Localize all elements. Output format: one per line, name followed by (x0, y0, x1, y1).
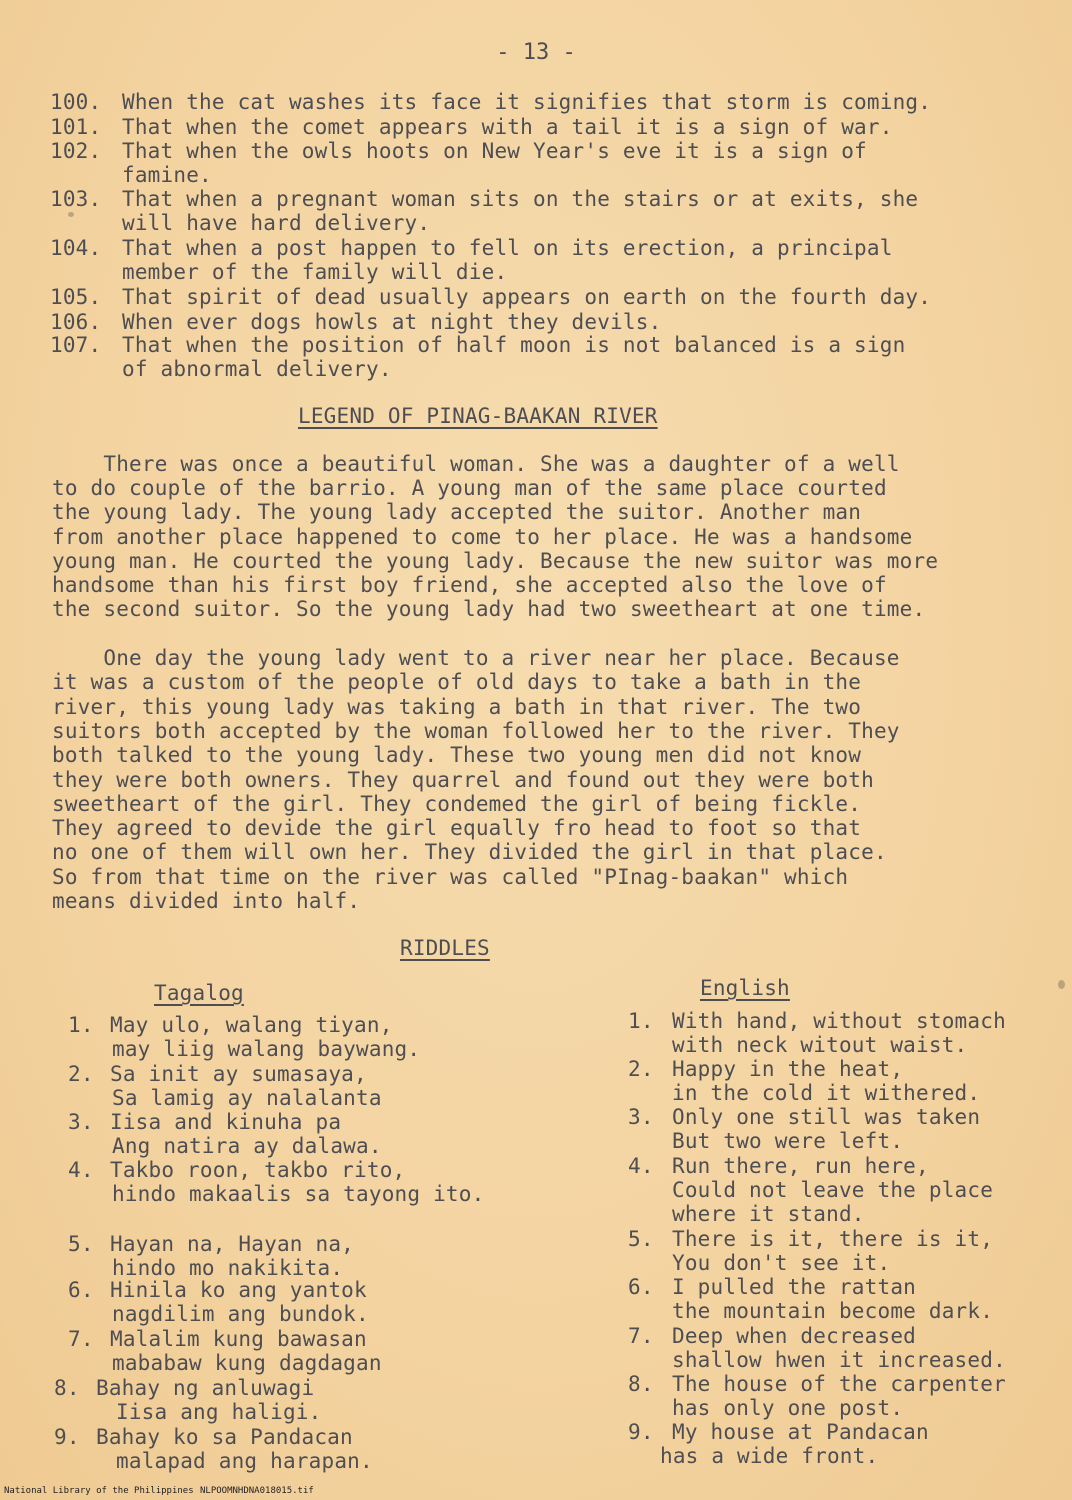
paragraph-line: the young lady. The young lady accepted the suitor. Another man (52, 500, 862, 525)
paragraph-line: they were both owners. They quarrel and found out they were both (52, 767, 874, 792)
paragraph-line: the second suitor. So the young lady had two sweetheart at one time. (52, 597, 926, 622)
footer-library: National Library of the Philippines (4, 1486, 194, 1496)
riddle-line: shallow hwen it increased. (672, 1348, 1006, 1372)
riddle-line: with neck witout waist. (672, 1033, 968, 1057)
item-text: That when the owls hoots on New Year's eve it is a sign of (122, 139, 867, 163)
riddle-line: where it stand. (672, 1202, 865, 1226)
riddle-line: in the cold it withered. (672, 1081, 981, 1105)
riddle-line: Ang natira ay dalawa. (112, 1134, 382, 1158)
riddle-number: 4. (68, 1158, 94, 1182)
riddle-number: 9. (628, 1420, 654, 1444)
riddle-line: has a wide front. (660, 1444, 879, 1468)
riddle-number: 3. (68, 1110, 94, 1134)
riddle-line: Deep when decreased (672, 1324, 917, 1348)
riddle-line: Iisa ang haligi. (116, 1400, 322, 1424)
item-text: That when the position of half moon is not balanced is a sign (122, 333, 906, 357)
item-number: 103. (50, 187, 102, 211)
item-text: That when the comet appears with a tail it is a sign of war. (122, 115, 893, 139)
riddle-line: Sa lamig ay nalalanta (112, 1086, 382, 1110)
riddle-number: 2. (628, 1057, 654, 1081)
riddle-line: With hand, without stomach (672, 1009, 1006, 1033)
riddle-number: 5. (68, 1232, 94, 1256)
riddle-number: 4. (628, 1154, 654, 1178)
page-number: - 13 - (496, 40, 576, 65)
item-text: famine. (122, 163, 212, 187)
item-number: 105. (50, 285, 102, 309)
riddle-number: 2. (68, 1062, 94, 1086)
riddle-line: Happy in the heat, (672, 1057, 904, 1081)
paragraph-line: both talked to the young lady. These two young men did not know (52, 743, 862, 768)
ink-spot (1058, 980, 1065, 989)
item-number: 104. (50, 236, 102, 260)
riddle-line: Run there, run here, (672, 1154, 929, 1178)
item-number: 106. (50, 310, 102, 334)
ink-spot (68, 212, 74, 217)
item-text: will have hard delivery. (122, 211, 431, 235)
riddle-number: 7. (628, 1324, 654, 1348)
paragraph-line: young man. He courted the young lady. Because the new suitor was more (52, 548, 939, 573)
tagalog-heading: Tagalog (154, 981, 244, 1005)
riddle-line: Only one still was taken (672, 1105, 981, 1129)
riddle-number: 3. (628, 1105, 654, 1129)
riddle-number: 7. (68, 1327, 94, 1351)
riddle-line: nagdilim ang bundok. (112, 1302, 369, 1326)
item-text: When ever dogs howls at night they devils. (122, 310, 662, 334)
riddle-number: 6. (68, 1278, 94, 1302)
legend-title: LEGEND OF PINAG-BAAKAN RIVER (298, 404, 658, 428)
riddle-line: has only one post. (672, 1396, 904, 1420)
riddle-number: 1. (628, 1009, 654, 1033)
riddle-number: 8. (54, 1376, 80, 1400)
paragraph-line: to do couple of the barrio. A young man of the same place courted (52, 476, 887, 501)
item-text: When the cat washes its face it signifies that storm is coming. (122, 90, 932, 114)
item-number: 101. (50, 115, 102, 139)
riddle-line: Hinila ko ang yantok (110, 1278, 367, 1302)
riddle-line: Sa init ay sumasaya, (110, 1062, 367, 1086)
riddle-line: Bahay ng anluwagi (96, 1376, 315, 1400)
paragraph-line: from another place happened to come to her place. He was a handsome (52, 524, 913, 549)
item-text: That when a pregnant woman sits on the stairs or at exits, she (122, 187, 919, 211)
item-number: 107. (50, 333, 102, 357)
riddle-line: malapad ang harapan. (116, 1449, 373, 1473)
riddle-number: 6. (628, 1275, 654, 1299)
riddle-number: 9. (54, 1425, 80, 1449)
paragraph-line: So from that time on the river was called "PInag-baakan" which (52, 864, 849, 889)
paragraph-line: no one of them will own her. They divided the girl in that place. (52, 840, 887, 865)
riddle-line: Could not leave the place (672, 1178, 994, 1202)
riddle-line: But two were left. (672, 1129, 904, 1153)
item-text: That spirit of dead usually appears on earth on the fourth day. (122, 285, 932, 309)
paragraph-line: means divided into half. (52, 889, 361, 913)
english-heading: English (700, 976, 790, 1000)
paragraph-line: sweetheart of the girl. They condemed the girl of being fickle. (52, 791, 862, 816)
paragraph-line: suitors both accepted by the woman followed her to the river. They (52, 718, 900, 743)
riddle-line: My house at Pandacan (672, 1420, 929, 1444)
paragraph-line: river, this young lady was taking a bath in that river. The two (52, 694, 862, 719)
riddle-line: hindo mo nakikita. (112, 1256, 344, 1280)
riddle-line: I pulled the rattan (672, 1275, 917, 1299)
riddle-number: 8. (628, 1372, 654, 1396)
riddle-line: Iisa and kinuha pa (110, 1110, 342, 1134)
riddle-line: You don't see it. (672, 1251, 891, 1275)
paragraph-line: They agreed to devide the girl equally fro head to foot so that (52, 816, 862, 841)
paragraph-line: handsome than his first boy friend, she accepted also the love of (52, 573, 887, 597)
riddle-line: Hayan na, Hayan na, (110, 1232, 355, 1256)
riddles-title: RIDDLES (400, 936, 490, 960)
paragraph-line: it was a custom of the people of old days to take a bath in the (52, 670, 862, 695)
riddle-line: may liig walang baywang. (112, 1037, 421, 1061)
riddle-line: May ulo, walang tiyan, (110, 1013, 393, 1037)
riddle-number: 1. (68, 1013, 94, 1037)
item-text: That when a post happen to fell on its erection, a principal (122, 236, 893, 260)
item-text: member of the family will die. (122, 260, 508, 284)
riddle-line: There is it, there is it, (672, 1227, 994, 1251)
item-number: 102. (50, 139, 102, 163)
riddle-line: Takbo roon, takbo rito, (110, 1158, 406, 1182)
riddle-line: The house of the carpenter (672, 1372, 1006, 1396)
riddle-line: mababaw kung dagdagan (112, 1351, 382, 1375)
item-text: of abnormal delivery. (122, 357, 392, 381)
item-number: 100. (50, 90, 102, 114)
paragraph-line: One day the young lady went to a river near her place. Because (52, 646, 900, 670)
footer-filename: NLPOOMNHDNA018015.tif (200, 1486, 314, 1496)
riddle-line: Bahay ko sa Pandacan (96, 1425, 353, 1449)
riddle-number: 5. (628, 1227, 654, 1251)
riddle-line: Malalim kung bawasan (110, 1327, 367, 1351)
riddle-line: hindo makaalis sa tayong ito. (112, 1182, 485, 1206)
riddle-line: the mountain become dark. (672, 1299, 994, 1323)
paragraph-line: There was once a beautiful woman. She was a daughter of a well (52, 452, 900, 476)
